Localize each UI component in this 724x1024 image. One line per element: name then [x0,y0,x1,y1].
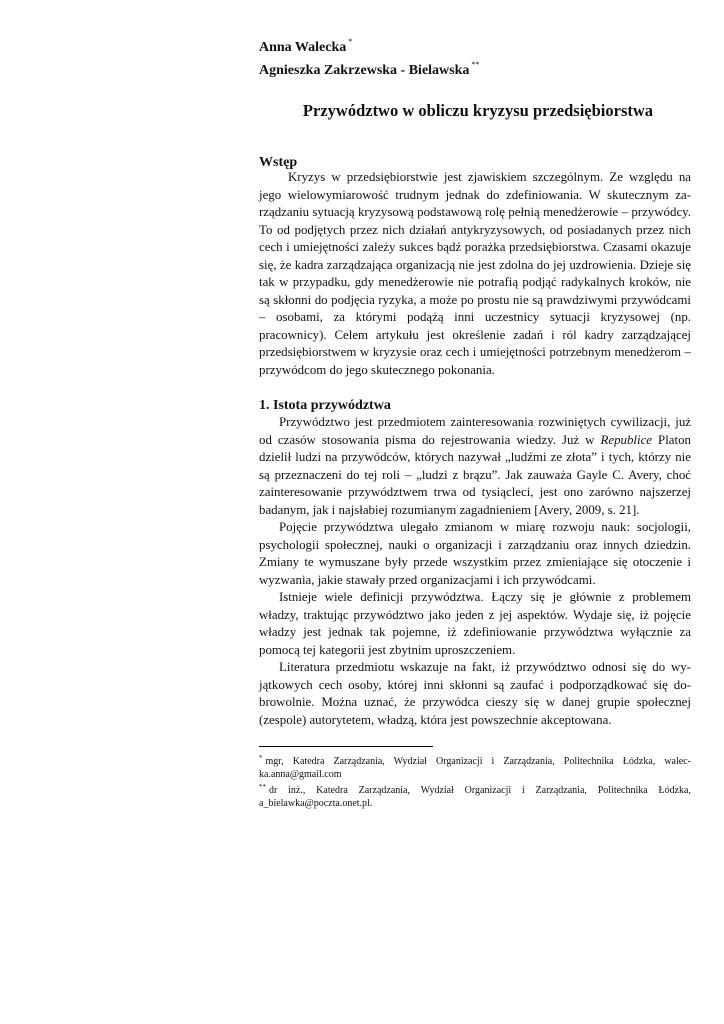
section-heading-intro: Wstęp [259,155,298,170]
paper-title: Przywództwo w obliczu kryzysu przedsiębiorstwa [302,101,654,120]
footnote-2-text: dr inż., Katedra Zarządzania, Wydział Organizacji i Zarządzania, Politechnika Łódzka, a_bielawka@poczta.onet.pl. [259,785,691,809]
section1-paragraph-1 [259,414,691,519]
footnote-2 [259,781,691,810]
author-2 [259,56,691,79]
author-1-footnote-mark: * [348,37,353,46]
section1-p1-text-b: Platon dzielił ludzi na przywódców, których nazywał „ludźmi ze złota” i tych, którzy nie są przeznaczeni do tej roli – „ludzi z brązu”. Jak zauważa Gayle C. Avery, choć zainteresowanie przywództwem trwa od tysiącleci, jest ono zarówno najszerzej badanym, jak i najsłabiej rozumianym zagadnieniem [Avery, 2009, s. 21]. [259,432,691,517]
footnote-1-mark: * [259,754,263,762]
footnote-1-text: mgr, Katedra Zarządzania, Wydział Organizacji i Zarządzania, Politechnika Łódzka, walecka.anna@gmail.com [259,756,691,780]
section-heading-1: 1. Istota przywództwa [259,398,391,413]
author-2-footnote-mark: ** [471,60,480,69]
section1-paragraph-4: Literatura przedmiotu wskazuje na fakt, iż przywództwo odnosi się do wyjątkowych cech osoby, której inni skłonni są zaufać i podporządkować się dobrowolnie. Można uznać, że przywódca cieszy się w danej grupie społecznej (zespole) autorytetem, władzą, która jest powszechnie akceptowana. [259,660,691,727]
author-1 [259,33,691,56]
author-1-name: Anna Walecka [259,40,347,55]
section1-paragraph-2: Pojęcie przywództwa ulegało zmianom w miarę rozwoju nauk: socjologii, psychologii społecznej, nauki o organizacji i zarządzaniu oraz innych dziedzin. Zmiany te wymuszane były przede wszystkim przez zmieniające się otoczenie i wyzwania, jakie stawały przed organizacjami i ich przywódcami. [259,520,691,587]
section1-p1-text-a: Przywództwo jest przedmiotem zainteresowania rozwiniętych cywilizacji, już od czasów stosowania pisma do rejestrowania wiedzy. Już w [259,415,691,447]
author-2-name: Agnieszka Zakrzewska - Bielawska [259,63,470,78]
section1-paragraph-3: Istnieje wiele definicji przywództwa. Łączy się je głównie z problemem władzy, traktując przywództwo jako jeden z jej aspektów. Wydaje się, iż pojęcie władzy jest jednak tak pojemne, iż zdefiniowanie przywództwa wyłącznie za pomocą tej kategorii jest zbytnim uproszczeniem. [259,590,691,657]
section1-p1-italic: Republice [600,432,653,447]
footnote-1 [259,752,691,781]
footnote-2-mark: ** [259,783,266,791]
intro-paragraph: Kryzys w przedsiębiorstwie jest zjawiskiem szczególnym. Ze względu na jego wielowymiarowość trudnym jednak do zdefiniowania. W skutecznym zarządzaniu sytuacją kryzysową podstawową rolę pełnią menedżerowie – przywódcy. To od podjętych przez nich działań antykryzysowych, od posiadanych przez nich cech i umiejętności zależy sukces bądź porażka przedsiębiorstwa. Czasami okazuje się, że kadra zarządzająca organizacją nie jest zdolna do jej uzdrowienia. Dzieje się tak w przypadku, gdy menedżerowie nie potrafią podjąć radykalnych kroków, nie są skłonni do podjęcia ryzyka, a może po prostu nie są prawdziwymi przywódcami – osobami, za którymi podążą inni uczestnicy sytuacji kryzysowej (np. pracownicy). Celem artykułu jest określenie zadań i ról kadry zarządzającej przedsiębiorstwem w kryzysie oraz cech i umiejętności potrzebnym menedżerom – przywódcom do jego skutecznego pokonania. [259,170,691,377]
footnote-separator [259,746,433,747]
document-page [259,33,691,810]
